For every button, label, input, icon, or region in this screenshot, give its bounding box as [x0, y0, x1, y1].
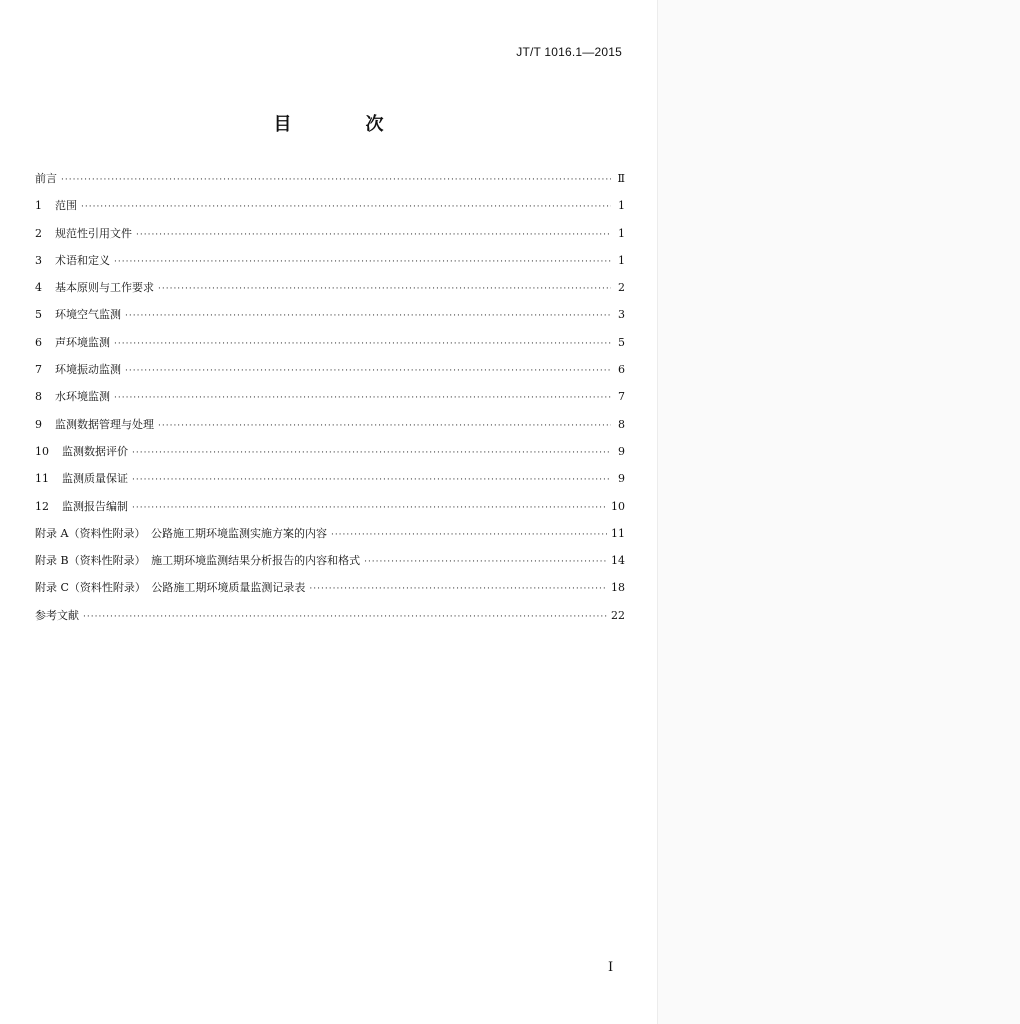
toc-entry-12[interactable] — [35, 498, 625, 525]
toc-entry-page: 2 — [618, 281, 625, 295]
toc-entry-text: 术语和定义 — [55, 253, 110, 267]
toc-entry-page: 9 — [618, 444, 625, 458]
toc-entry-number: 4 — [35, 281, 42, 295]
toc-entry-text: 规范性引用文件 — [55, 226, 132, 240]
toc-leader-dots — [125, 366, 611, 376]
toc-entry-text: 前言 — [35, 172, 57, 185]
toc-entry-page: 1 — [618, 253, 625, 267]
toc-entry-foreword[interactable] — [35, 170, 625, 197]
toc-entry-8[interactable] — [35, 388, 625, 415]
table-of-contents — [35, 170, 625, 634]
toc-entry-page: 3 — [618, 308, 625, 322]
toc-entry-text: 环境空气监测 — [55, 308, 121, 322]
toc-leader-dots — [331, 530, 607, 540]
toc-entry-9[interactable] — [35, 416, 625, 443]
toc-leader-dots — [309, 584, 607, 594]
toc-leader-dots — [114, 393, 611, 403]
toc-leader-dots — [114, 257, 611, 267]
toc-entry-text: 附录 A（资料性附录） 公路施工期环境监测实施方案的内容 — [35, 526, 327, 540]
toc-entry-text: 附录 C（资料性附录） 公路施工期环境质量监测记录表 — [35, 581, 306, 595]
toc-entry-text: 水环境监测 — [55, 390, 110, 404]
toc-entry-text: 范围 — [55, 199, 77, 213]
toc-entry-page: 8 — [618, 417, 625, 431]
toc-entry-4[interactable] — [35, 279, 625, 306]
toc-entry-page: 9 — [618, 472, 625, 486]
toc-entry-number: 12 — [35, 499, 49, 513]
toc-leader-dots — [125, 311, 611, 321]
toc-entry-page: 18 — [611, 581, 625, 595]
toc-entry-3[interactable] — [35, 252, 625, 279]
toc-entry-text: 附录 B（资料性附录） 施工期环境监测结果分析报告的内容和格式 — [35, 554, 361, 568]
toc-entry-text: 监测报告编制 — [62, 499, 128, 513]
toc-entry-number: 1 — [35, 199, 42, 213]
blank-facing-page — [657, 0, 1020, 1024]
toc-entry-number: 9 — [35, 417, 42, 431]
toc-entry-page: Ⅱ — [617, 172, 625, 185]
toc-entry-appendix-b[interactable] — [35, 552, 625, 579]
toc-entry-text: 监测数据管理与处理 — [55, 417, 154, 431]
toc-entry-page: 6 — [618, 363, 625, 377]
toc-entry-appendix-c[interactable] — [35, 579, 625, 606]
toc-entry-7[interactable] — [35, 361, 625, 388]
toc-entry-page: 1 — [618, 226, 625, 240]
toc-entry-5[interactable] — [35, 306, 625, 333]
toc-entry-number: 6 — [35, 335, 42, 349]
toc-entry-page: 10 — [611, 499, 625, 513]
toc-title: 目 次 — [273, 114, 412, 135]
toc-entry-page: 7 — [618, 390, 625, 404]
toc-entry-page: 1 — [618, 199, 625, 213]
toc-leader-dots — [114, 339, 611, 349]
toc-entry-text: 环境振动监测 — [55, 363, 121, 377]
toc-entry-6[interactable] — [35, 334, 625, 361]
toc-entry-1[interactable] — [35, 197, 625, 224]
toc-leader-dots — [136, 230, 611, 240]
toc-leader-dots — [83, 612, 607, 622]
toc-entry-11[interactable] — [35, 470, 625, 497]
toc-entry-page: 11 — [611, 526, 625, 540]
toc-entry-page: 5 — [618, 335, 625, 349]
toc-leader-dots — [132, 503, 607, 513]
toc-entry-number: 3 — [35, 253, 42, 267]
toc-entry-number: 2 — [35, 226, 42, 240]
toc-entry-number: 11 — [35, 472, 49, 486]
standard-code: JT/T 1016.1—2015 — [516, 45, 622, 59]
toc-entry-bibliography[interactable] — [35, 607, 625, 634]
toc-leader-dots — [81, 202, 611, 212]
toc-entry-appendix-a[interactable] — [35, 525, 625, 552]
toc-entry-page: 22 — [611, 608, 625, 622]
toc-leader-dots — [158, 284, 611, 294]
toc-entry-number: 8 — [35, 390, 42, 404]
toc-entry-text: 参考文献 — [35, 608, 79, 622]
toc-entry-text: 监测数据评价 — [62, 444, 128, 458]
toc-entry-2[interactable] — [35, 225, 625, 252]
toc-entry-number: 7 — [35, 363, 42, 377]
toc-leader-dots — [158, 421, 611, 431]
toc-leader-dots — [132, 448, 611, 458]
toc-leader-dots — [364, 557, 607, 567]
page-number: I — [608, 960, 614, 975]
toc-entry-text: 声环境监测 — [55, 335, 110, 349]
toc-entry-number: 10 — [35, 444, 49, 458]
toc-entry-text: 基本原则与工作要求 — [55, 281, 154, 295]
toc-leader-dots — [132, 475, 611, 485]
toc-entry-page: 14 — [611, 554, 625, 568]
toc-entry-text: 监测质量保证 — [62, 472, 128, 486]
toc-leader-dots — [61, 175, 611, 185]
toc-entry-10[interactable] — [35, 443, 625, 470]
toc-entry-number: 5 — [35, 308, 42, 322]
